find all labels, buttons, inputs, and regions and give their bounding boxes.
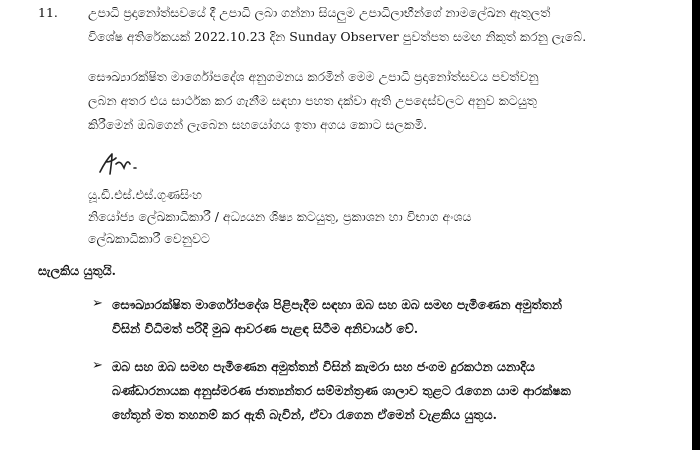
health-para-line-3: කිරීමෙන් ඔබගෙන් ලැබෙන සහයෝගය ඉතා අගය කොට සලකමි. xyxy=(88,117,428,132)
notes-heading: සැලකිය යුතුයි. xyxy=(38,263,116,278)
bullet-1-arrow-icon: ➢ xyxy=(92,296,103,311)
item-text-line-1: උපාධි ප්‍රදානෝත්සවයේ දී උපාධි ලබා ගන්නා සියලුම උපාධිලාභීන්ගේ නාමලේඛන ඇතුලත් xyxy=(88,5,551,20)
signatory-title: නියෝජ්‍ය ලේඛකාධිකාරී / අධ්‍යයන ශිෂ්‍ය කටයුතු, ප්‍රකාශන හා විභාග අංශය xyxy=(88,209,472,224)
health-para-line-1: සෞඛ්‍යාරක්ෂිත මාර්ගෝපදේශ අනුගමනය කරමින් මෙම උපාධි ප්‍රදානෝත්සවය පවත්වනු xyxy=(88,69,539,84)
bullet-1-line-1: සෞඛ්‍යාරක්ෂිත මාර්ගෝපදේශ පිළිපැදීම සඳහා ඔබ සහ ඔබ සමඟ පැමිණෙන අමුත්තන් xyxy=(112,297,562,312)
signatory-on-behalf: ලේඛකාධිකාරී වෙනුවට xyxy=(88,231,210,246)
bullet-2-line-3: හේතූන් මත තහනම් කර ඇති බැවින්, ඒවා රැගෙන ඒමෙන් වැළකිය යුතුය. xyxy=(112,407,497,422)
bullet-2-arrow-icon: ➢ xyxy=(92,358,103,373)
signatory-name: යූ.ඩී.එස්.එස්.ගුණසිංහ xyxy=(88,187,203,202)
page-edge-border xyxy=(692,0,700,450)
handwritten-signature xyxy=(94,150,154,178)
item-text-line-2: විශේෂ අතිරේකයක් 2022.10.23 දින Sunday Observer පුවත්පත සමඟ නිකුත් කරනු ලැබේ. xyxy=(88,29,587,44)
item-number: 11. xyxy=(38,5,58,20)
bullet-1-line-2: විසින් විධිමත් පරිදි මුඛ ආවරණ පැළඳ සිටීම අනිවාර්ය වේ. xyxy=(112,321,419,336)
bullet-2-line-1: ඔබ සහ ඔබ සමඟ පැමිණෙන අමුත්තන් විසින් කැමරා සහ ජංගම දුරකථන යනාදිය xyxy=(112,359,535,374)
health-para-line-2: ලබන අතර එය සාර්ථක කර ගැනීම සඳහා පහත දක්වා ඇති උපදෙස්වලට අනුව කටයුතු xyxy=(88,93,537,108)
bullet-2-line-2: බණ්ඩාරනායක අනුස්මරණ ජාත්‍යන්තර සම්මන්ත්‍රණ ශාලාව තුළට රැගෙන යාම ආරක්ෂක xyxy=(112,383,571,398)
